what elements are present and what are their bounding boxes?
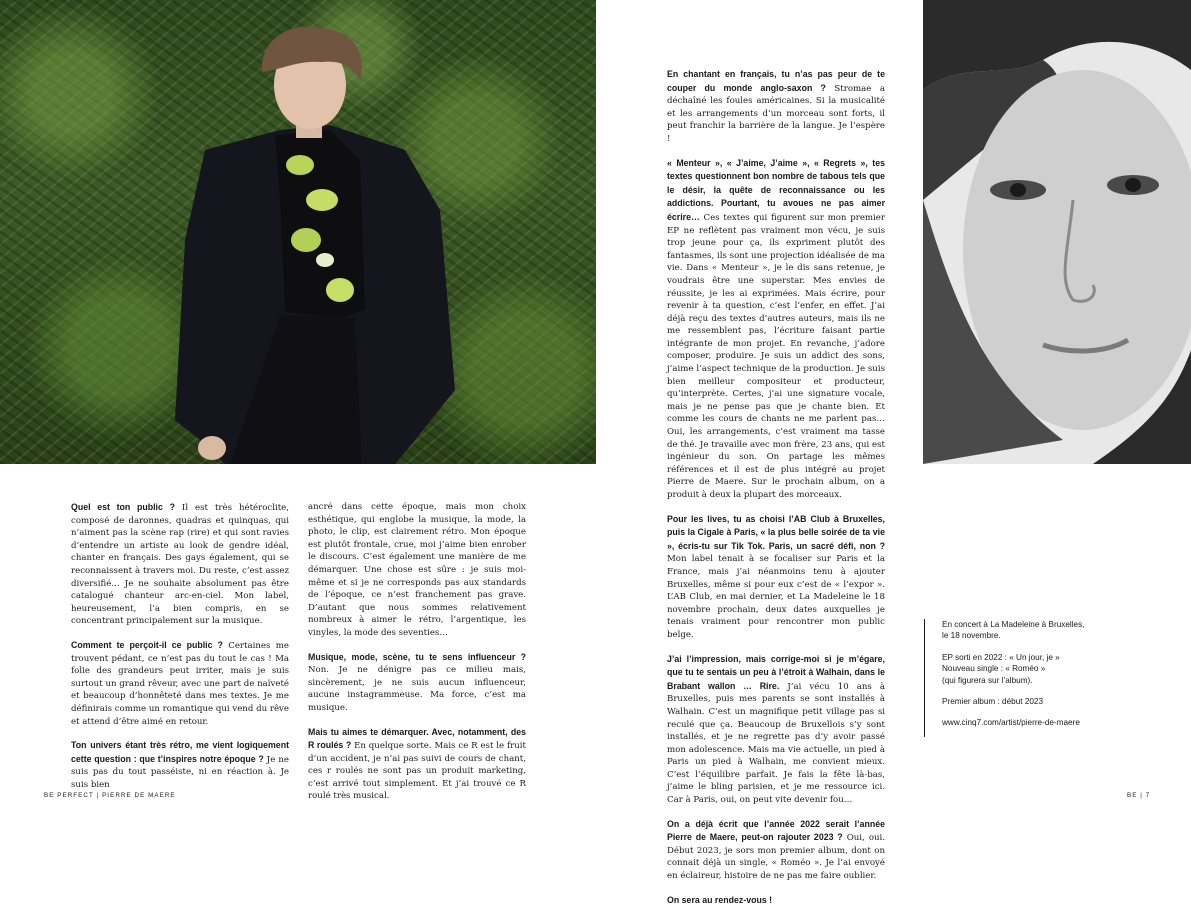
caption-line: EP sorti en 2022 : « Un jour, je » xyxy=(942,652,1060,662)
concert-info xyxy=(942,619,1102,642)
answer: En quelque sorte. Mais ce R est le fruit d’un accident, je n’ai pas suivi de cours de chant, ces r roulés ne sont pas un produit marketing, c’est arrivé tout simplement. Et j’ai trouvé ce R roulé très musical. xyxy=(308,741,526,802)
info-caption xyxy=(942,619,1102,729)
paragraph xyxy=(308,651,526,715)
paragraph xyxy=(667,68,885,146)
answer: Je ne suis pas du tout passéiste, ni en réaction à. Je suis bien xyxy=(71,754,289,790)
answer: Certaines me trouvent pédant, ce n’est pas du tout le cas ! Ma folie des grandeurs peut irriter, mais je suis surtout un grand rêveur, avec une part de naïveté et beaucoup d’honnêteté dans mes textes. Je me définirais comme un romantique qui vend du rêve et attend d’être aimé en retour. xyxy=(71,640,289,727)
paragraph xyxy=(667,894,885,907)
caption-rule xyxy=(924,619,925,737)
paragraph xyxy=(667,818,885,883)
paragraph xyxy=(667,157,885,502)
answer: Non. Je ne dénigre pas ce milieu mais, sincèrement, je ne suis aucun influenceur, aucune instagrammeuse. Ma force, c’est ma musique. xyxy=(308,665,526,713)
caption-line: Premier album : début 2023 xyxy=(942,697,1044,707)
question: Pour les lives, tu as choisi l’AB Club à Bruxelles, puis la Cigale à Paris, « la plus belle soirée de ta vie », écris-tu sur Tik Tok. Paris, un sacré défi, non ? xyxy=(667,513,885,551)
caption-line: (qui figurera sur l’album). xyxy=(942,675,1033,685)
paragraph xyxy=(308,726,526,804)
question: Quel est ton public ? xyxy=(71,502,175,512)
question: Ton univers étant très rétro, me vient logiquement cette question : que t’inspires notre époque ? xyxy=(71,740,289,764)
article-column-3 xyxy=(667,68,885,907)
answer: J’ai vécu 10 ans à Bruxelles, puis mes parents se sont installés à Walhain. C’est un magnifique petit village pas si reculé que ça. Beaucoup de Bruxellois s’y sont installés, et je ne regrette pas d’y avoir passé mon adolescence. Mais ma vie actuelle, un pied à Paris un pied à Walhain, me convient mieux. C’est l’équilibre parfait. Je fais la fête là-bas, j’aime le bling parisien, et je me ressource ici. Car à Paris, oui, on peut vite devenir fou… xyxy=(667,681,885,806)
answer: Mon label tenait à se focaliser sur Paris et la France, mais j’ai néanmoins tenu à ajouter Bruxelles, même si pour eux c’est de « l’expor ». L’AB Club, en mai dernier, et La Madeleine le 18 novembre prochain, deux dates auxquelles je tenais vraiment pour rencontrer mon public belge. xyxy=(667,554,885,640)
question: En chantant en français, tu n’as pas peur de te couper du monde anglo-saxon ? xyxy=(667,69,885,93)
caption-line: le 18 novembre. xyxy=(942,631,1001,641)
portrait-photo-foliage xyxy=(0,0,596,464)
website-link[interactable]: www.cinq7.com/artist/pierre-de-maere xyxy=(942,718,1080,728)
caption-line: Nouveau single : « Roméo » xyxy=(942,664,1046,674)
paragraph xyxy=(667,513,885,642)
question: J’ai l’impression, mais corrige-moi si je m’égare, que tu te sentais un peu à l’étroit à Walhain, dans le Brabant wallon … Rire. xyxy=(667,653,885,691)
answer: ancré dans cette époque, mais mon choix esthétique, qui englobe la musique, la mode, la photo, le clip, est clairement rétro. Mon époque est plutôt frontale, crue, moi j’aime bien enrober le discours. C’est également une manière de me démarquer. Une chose est sûre : je suis moi-même et si je ne corresponds pas aux standards de l’époque, ce n’est franchement pas grave. D’autant que nous sommes relativement nombreux à aimer le rétro, l’argentique, les vinyles, la mode des seventies… xyxy=(308,502,526,638)
paragraph xyxy=(71,639,289,728)
portrait-illustration xyxy=(0,0,596,464)
answer: Stromae a déchaîné les foules américaines. Si la musicalité et les arrangements d’un morceau sont forts, il peut franchir la barrière de la langue. Je l’espère ! xyxy=(667,83,885,144)
question: Comment te perçoit-il ce public ? xyxy=(71,639,223,650)
question: « Menteur », « J’aime, J’aime », « Regrets », tes textes questionnent bon nombre de tabous tels que le désir, la quête de reconnaissance ou les addictions. Pourtant, tu avoues ne pas aimer écrire… xyxy=(667,157,885,222)
closing-line: On sera au rendez-vous ! xyxy=(667,894,773,905)
question: On a déjà écrit que l’année 2022 serait l’année Pierre de Maere, peut-on rajouter 2023 ? xyxy=(667,818,885,843)
paragraph xyxy=(308,501,526,640)
caption-line: En concert à La Madeleine à Bruxelles, xyxy=(942,620,1085,629)
article-column-1 xyxy=(71,501,289,791)
answer: Oui, oui. Début 2023, je sors mon premier album, dont on connait déjà un single, « Roméo ». Je l’ai envoyé en éclaireur, histoire de ne pas me faire oublier. xyxy=(667,833,886,882)
footer-right: BE | 7 xyxy=(1127,792,1151,799)
question: Mais tu aimes te démarquer. Avec, notamment, des R roulés ? xyxy=(308,726,526,751)
paragraph xyxy=(71,501,289,628)
article-column-2 xyxy=(308,501,526,803)
footer-left: BE PERFECT | PIERRE DE MAERE xyxy=(44,792,176,799)
album-info xyxy=(942,696,1102,707)
paragraph xyxy=(71,739,289,791)
question: Musique, mode, scène, tu te sens influenceur ? xyxy=(308,651,526,662)
paragraph xyxy=(667,653,885,807)
answer: Ces textes qui figurent sur mon premier EP ne reflètent pas vraiment mon vécu, je suis trop jeune pour ça, ils expriment plutôt des fantasmes, ils sont une projection idéalisée de ma vie. Dans « Menteur », je le dis sans retenue, je voudrais être une superstar. Mes envies de réussite, je les ai exprimées. Mais écrire, pour revenir à ta question, c’est l’enfer, en effet. J’ai déjà reçu des textes d’autres auteurs, mais ils ne me ressemblent pas, l’écriture faisant partie intégrante de mon projet. En revanche, j’adore composer, produire. Je suis un addict des sons, j’aime l’aspect technique de la production. Je suis bien meilleur compositeur et producteur, qu’interprète. Certes, j’ai une signature vocale, mais je ne pense pas que je chante bien. Et comme les cours de chants ne me parlent pas… Oui, les arrangements, c’est vraiment ma tasse de thé. Je travaille avec mon frère, 23 ans, qui est ingénieur du son. On partage les mêmes références et il est de plus intégré au projet Pierre de Maere. Sur le prochain album, on a produit à deux la plupart des morceaux. xyxy=(667,212,885,500)
release-info xyxy=(942,652,1102,686)
closeup-portrait-photo xyxy=(923,0,1191,464)
closeup-illustration xyxy=(923,0,1191,464)
answer: Il est très hétéroclite, composé de daronnes, quadras et quinquas, qui n’aiment pas la scène rap (rire) et qui sont ravies d’entendre un artiste au look de gendre idéal, chanter en français. Des gays également, qui se reconnaissent à travers moi. Du reste, c’est assez diversifié… Je ne souhaite absolument pas être catalogué chanteur arc-en-ciel. Mon label, heureusement, l’a bien compris, en se concentrant principalement sur la musique. xyxy=(71,503,289,627)
